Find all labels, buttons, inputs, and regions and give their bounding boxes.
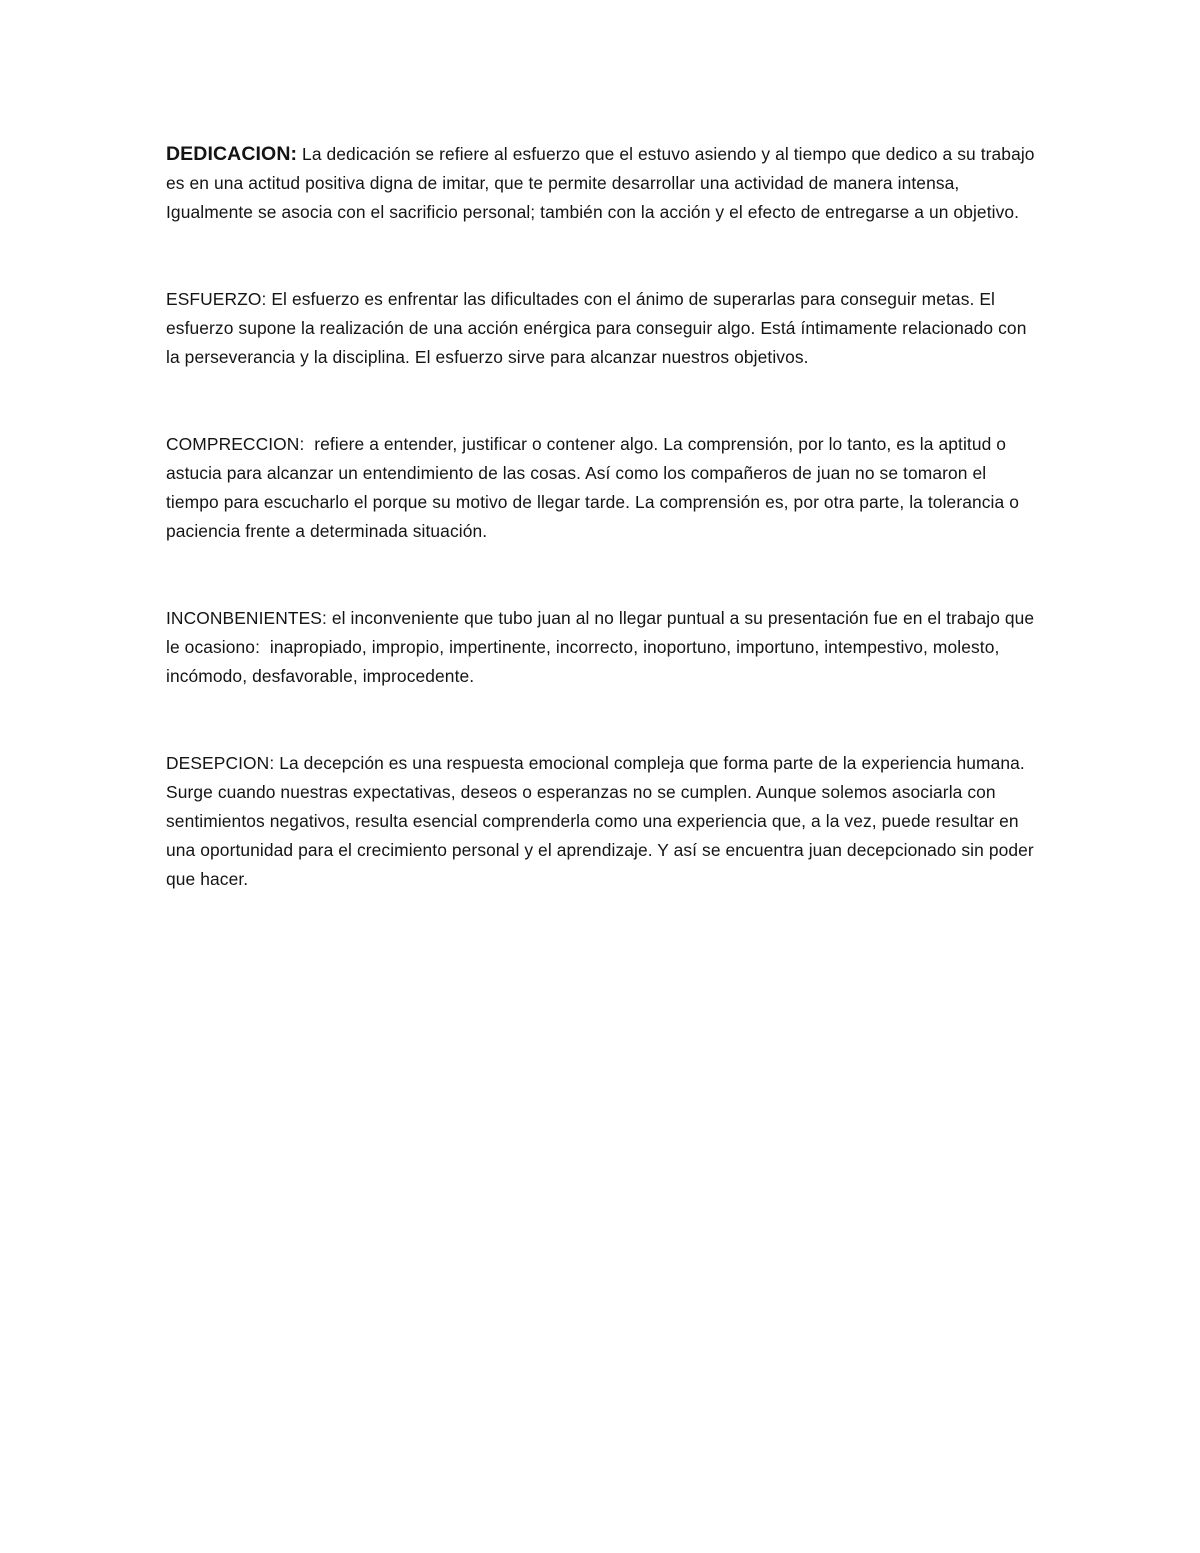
term-compreccion: COMPRECCION: [166, 434, 305, 454]
definition-desepcion: La decepción es una respuesta emocional compleja que forma parte de la experiencia humana. Surge cuando nuestras expectativas, deseos o esperanzas no se cumplen. Aunque solemos asociarla con sentimientos negativos, resulta esencial comprenderla como una experiencia que, a la vez, puede resultar en una oportunidad para el crecimiento personal y el aprendizaje. Y así se encuentra juan decepcionado sin poder que hacer. [166, 753, 1034, 889]
term-esfuerzo: ESFUERZO: [166, 289, 267, 309]
term-dedicacion: DEDICACION: [166, 143, 298, 165]
paragraph-inconbenientes [166, 604, 1038, 691]
definition-dedicacion: La dedicación se refiere al esfuerzo que el estuvo asiendo y al tiempo que dedico a su trabajo es en una actitud positiva digna de imitar, que te permite desarrollar una actividad de manera intensa, Igualmente se asocia con el sacrificio personal; también con la acción y el efecto de entregarse a un objetivo. [166, 144, 1035, 222]
term-inconbenientes: INCONBENIENTES: [166, 608, 327, 628]
document-body [166, 140, 1038, 894]
definition-compreccion: refiere a entender, justificar o contener algo. La comprensión, por lo tanto, es la aptitud o astucia para alcanzar un entendimiento de las cosas. Así como los compañeros de juan no se tomaron el tiempo para escucharlo el porque su motivo de llegar tarde. La comprensión es, por otra parte, la tolerancia o paciencia frente a determinada situación. [166, 434, 1024, 541]
term-desepcion: DESEPCION: [166, 753, 275, 773]
definition-inconbenientes: el inconveniente que tubo juan al no llegar puntual a su presentación fue en el trabajo que le ocasiono: inapropiado, impropio, impertinente, incorrecto, inoportuno, importuno, intempestivo, molesto, incómodo, desfavorable, improcedente. [166, 608, 1040, 686]
paragraph-compreccion [166, 430, 1038, 546]
paragraph-dedicacion [166, 140, 1038, 227]
paragraph-esfuerzo [166, 285, 1038, 372]
paragraph-desepcion [166, 749, 1038, 894]
definition-esfuerzo: El esfuerzo es enfrentar las dificultades con el ánimo de superarlas para conseguir metas. El esfuerzo supone la realización de una acción enérgica para conseguir algo. Está íntimamente relacionado con la perseverancia y la disciplina. El esfuerzo sirve para alcanzar nuestros objetivos. [166, 289, 1027, 367]
